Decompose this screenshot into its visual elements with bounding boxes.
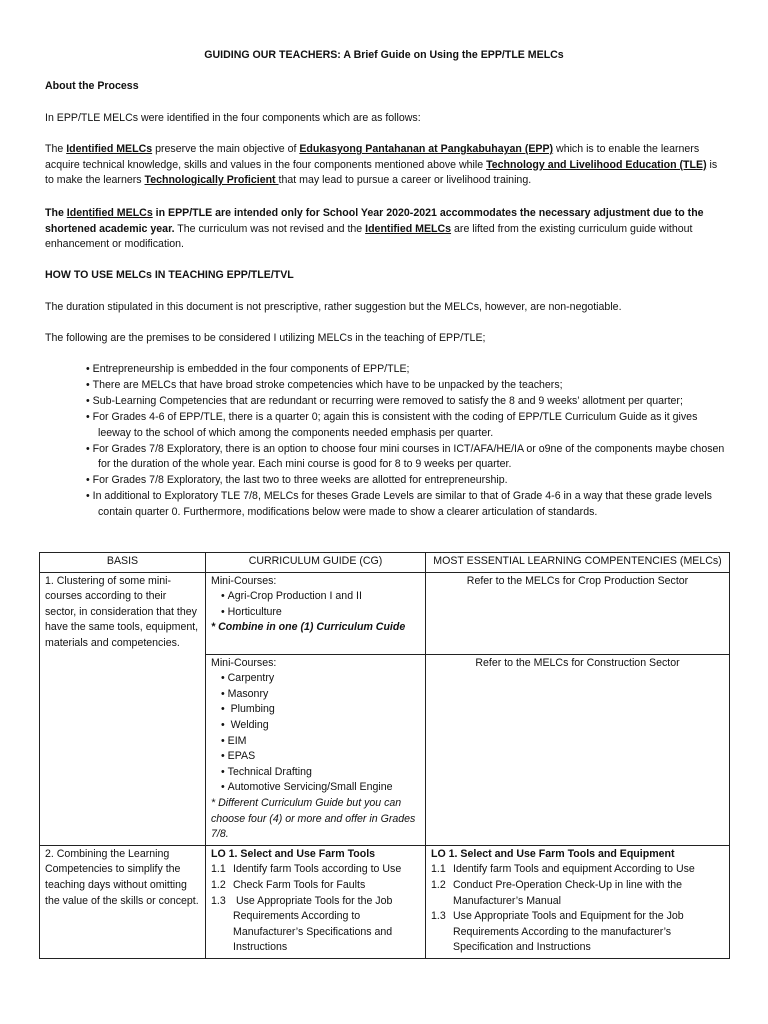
cg-cell-farm-tools <box>206 845 426 958</box>
list-item: 1.1 Identify farm Tools and equipment According to Use <box>431 863 695 876</box>
list-item: • Automotive Servicing/Small Engine <box>221 780 420 796</box>
learning-outcome-title: LO 1. Select and Use Farm Tools and Equipment <box>431 847 675 860</box>
column-header-cg: CURRICULUM GUIDE (CG) <box>206 553 426 573</box>
column-header-melcs: MOST ESSENTIAL LEARNING COMPENTENCIES (MELCs) <box>426 553 730 573</box>
basis-cell-combining: 2. Combining the Learning Competencies to simplify the teaching days without omitting the value of the skills or concept. <box>40 845 206 958</box>
melc-cell-construction: Refer to the MELCs for Construction Sector <box>426 654 730 845</box>
list-item: • EPAS <box>221 749 420 765</box>
learning-outcome-title: LO 1. Select and Use Farm Tools <box>211 847 376 860</box>
list-item: 1.3 Use Appropriate Tools for the Job Requirements According to Manufacturer’s Specifications and Instructions <box>211 894 393 954</box>
column-header-basis: BASIS <box>40 553 206 573</box>
mini-course-list <box>211 671 420 796</box>
list-item: • For Grades 7/8 Exploratory, the last two to three weeks are allotted for entrepreneurship. <box>86 473 726 489</box>
table-row <box>40 572 730 654</box>
list-item: • Agri-Crop Production I and II <box>221 589 420 605</box>
list-item: • There are MELCs that have broad stroke competencies which have to be unpacked by the teachers; <box>86 378 726 394</box>
premises-list <box>86 362 726 521</box>
list-item: • Masonry <box>221 687 420 703</box>
list-item: • In additional to Exploratory TLE 7/8, MELCs for theses Grade Levels are similar to that of Grade 4-6 in a way that these grade levels contain quarter 0. Furthermore, modifications below were made to show a clearer articulation of standards. <box>86 489 726 521</box>
table-row <box>40 845 730 958</box>
melc-comparison-table <box>39 552 730 959</box>
cg-label: Mini-Courses: <box>211 656 277 669</box>
list-item: • For Grades 7/8 Exploratory, there is an option to choose four mini courses in ICT/AFA/HE/IA or o9ne of the components maybe chosen for the duration of the whole year. Each mini course is good for 8 to 9 weeks per quarter. <box>86 442 726 474</box>
duration-paragraph: The duration stipulated in this document is not prescriptive, rather suggestion but the MELCs, however, are non-negotiable. <box>45 301 622 313</box>
howto-heading: HOW TO USE MELCs IN TEACHING EPP/TLE/TVL <box>45 269 294 281</box>
about-paragraph-scope: The Identified MELCs in EPP/TLE are intended only for School Year 2020-2021 accommodates the necessary adjustment due to the shortened academic year. The curriculum was not revised and the Identified MELCs are lifted from the existing curriculum guide without enhancement or modification. <box>45 207 704 251</box>
list-item: • For Grades 4-6 of EPP/TLE, there is a quarter 0; again this is consistent with the coding of EPP/TLE Curriculum Guide as it gives leeway to the school of which among the components needed emphasis per quarter. <box>86 410 726 442</box>
list-item: • Carpentry <box>221 671 420 687</box>
list-item: 1.2 Check Farm Tools for Faults <box>211 878 366 891</box>
list-item: 1.1 Identify farm Tools according to Use <box>211 863 402 876</box>
melc-cell-farm-tools <box>426 845 730 958</box>
list-item: • Plumbing <box>221 702 420 718</box>
cg-cell-construction <box>206 654 426 845</box>
list-item: 1.2 Conduct Pre-Operation Check-Up in line with the Manufacturer’s Manual <box>431 878 683 907</box>
melc-cell-crop: Refer to the MELCs for Crop Production Sector <box>426 572 730 654</box>
about-intro: In EPP/TLE MELCs were identified in the four components which are as follows: <box>45 112 421 124</box>
document-title: GUIDING OUR TEACHERS: A Brief Guide on Using the EPP/TLE MELCs <box>204 49 564 61</box>
cg-label: Mini-Courses: <box>211 574 277 587</box>
basis-cell-clustering: 1. Clustering of some mini-courses according to their sector, in consideration that they have the same tools, equipment, materials and competencies. <box>40 572 206 845</box>
list-item: • Welding <box>221 718 420 734</box>
list-item: • EIM <box>221 734 420 750</box>
cg-note: * Different Curriculum Guide but you can choose four (4) or more and offer in Grades 7/8. <box>211 796 416 841</box>
cg-note: * Combine in one (1) Curriculum Cuide <box>211 621 406 634</box>
list-item: • Sub-Learning Competencies that are redundant or recurring were removed to satisfy the 8 and 9 weeks’ allotment per quarter; <box>86 394 726 410</box>
mini-course-list <box>211 589 420 620</box>
about-paragraph-objective: The Identified MELCs preserve the main objective of Edukasyong Pantahanan at Pangkabuhayan (EPP) which is to enable the learners acquire technical knowledge, skills and values in the four components mentioned above while Technology and Livelihood Education (TLE) is to make the learners Technologically Proficient that may lead to pursue a career or livelihood training. <box>45 143 718 187</box>
premises-paragraph: The following are the premises to be considered I utilizing MELCs in the teaching of EPP/TLE; <box>45 332 486 344</box>
about-heading: About the Process <box>45 80 139 92</box>
table-header-row <box>40 553 730 573</box>
list-item: • Technical Drafting <box>221 765 420 781</box>
list-item: 1.3 Use Appropriate Tools and Equipment for the Job Requirements According to the manufacturer’s Specification and Instructions <box>431 910 684 954</box>
list-item: • Horticulture <box>221 605 420 621</box>
list-item: • Entrepreneurship is embedded in the four components of EPP/TLE; <box>86 362 726 378</box>
cg-cell-crop <box>206 572 426 654</box>
